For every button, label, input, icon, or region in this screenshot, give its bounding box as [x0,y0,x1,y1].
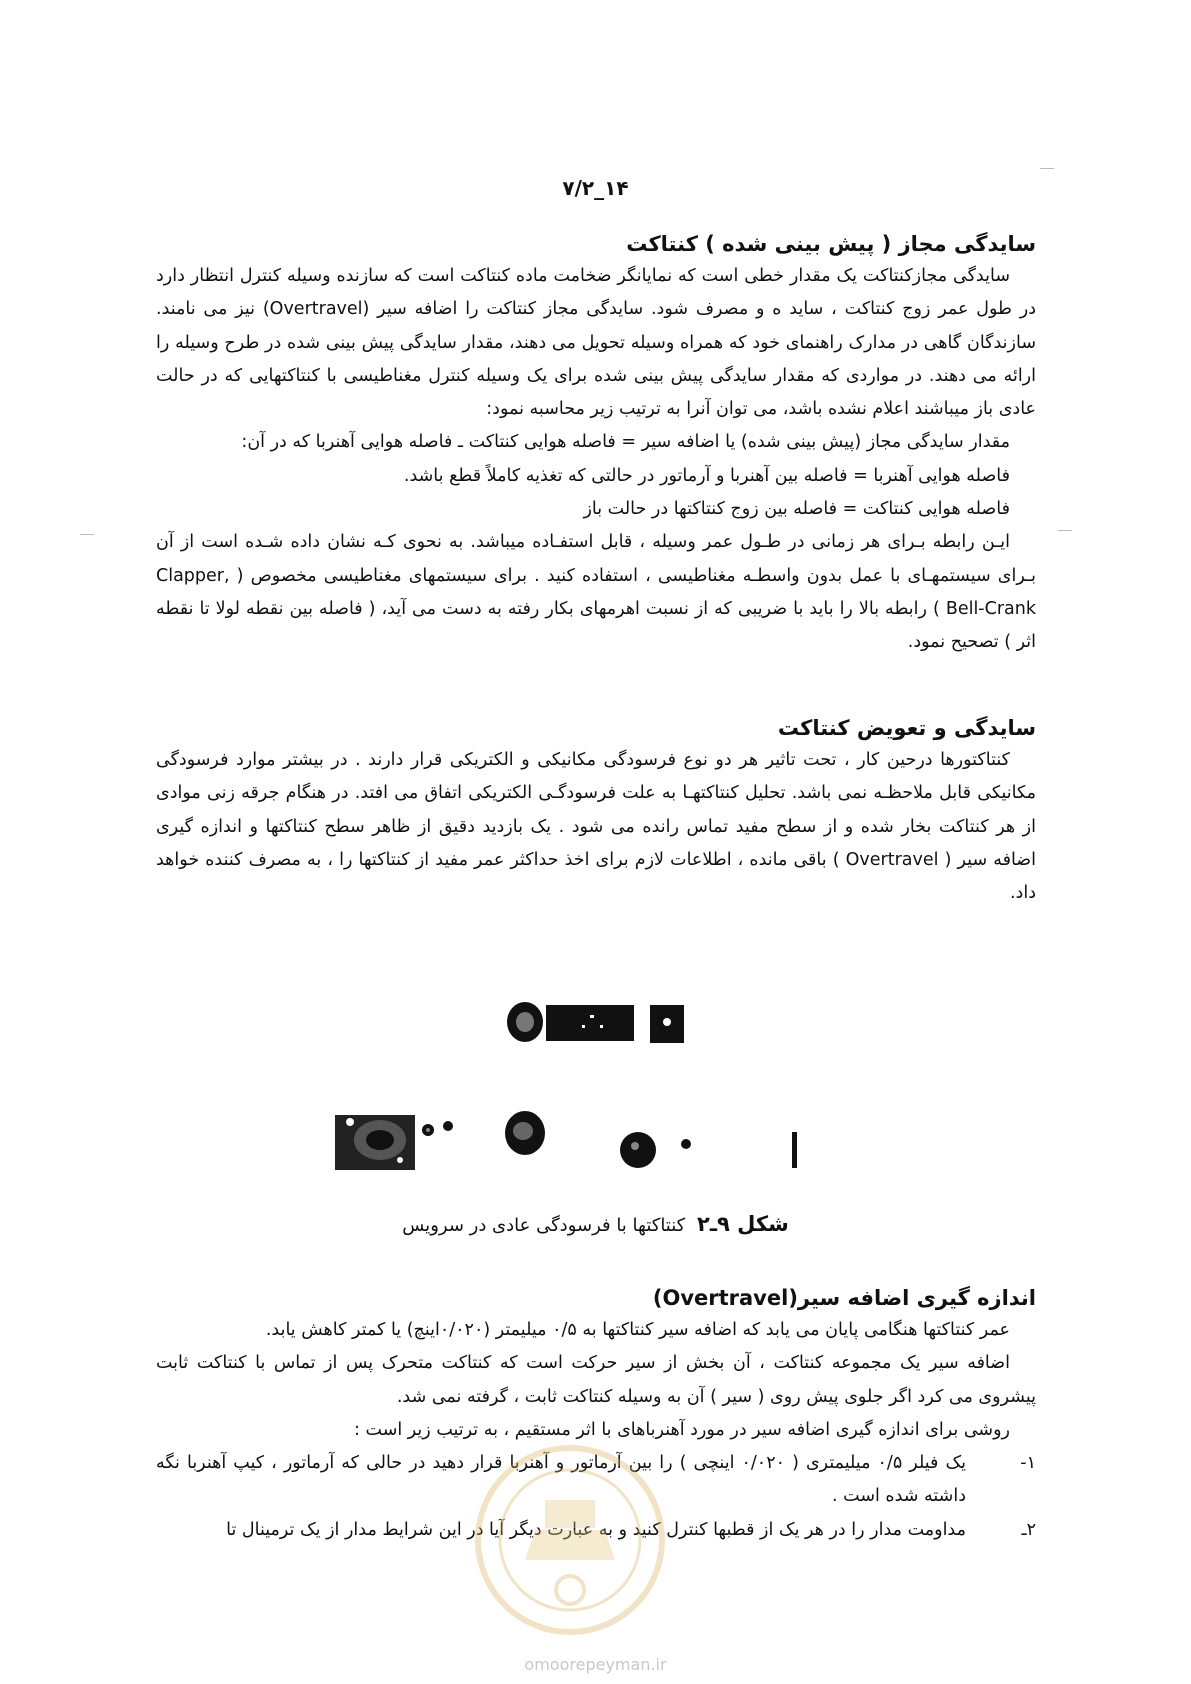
paragraph: ایـن رابطه بـرای هر زمانی در طـول عمر وسیله ، قابل استفـاده میباشد. به نحوی کـه نشان داده شـده است از آن بـرای سیستمهـای با عمل بدون واسطـه مغناطیسی ، استفاده کنید . برای سیستمهای مغناطیسی مخصوص ( Clapper, Bell-Crank ) رابطه بالا را باید با ضریبی که از نسبت اهرمهای بکار رفته به دست می آید، ( فاصله بین نقطه لولا تا نقطه اثر ) تصحیح نمود. [156,532,1036,653]
watermark-seal [470,1440,670,1640]
paragraph: سایدگی مجازکنتاکت یک مقدار خطی است که نمایانگر ضخامت ماده کنتاکت است که سازنده وسیله کنترل انتظار دارد در طول عمر زوج کنتاکت ، ساید ه و مصرف شود. سایدگی مجاز کنتاکت را اضافه سیر (Overtravel) نیز می نامند. سازندگان گاهی در مدارک راهنمای خود که همراه وسیله تحویل می دهند، مقدار سایدگی پیش بینی شده در طرح وسیله را ارائه می دهند. در مواردی که مقدار سایدگی پیش بینی شده برای یک وسیله کنترل مغناطیسی با کنتاکتهایی که در حالت عادی باز میباشند اعلام نشده باشد، می توان آنرا به ترتیب زیر محاسبه نمود: [156,266,1037,420]
formula-line: فاصله هوایی کنتاکت = فاصله بین زوج کنتاکتها در حالت باز [583,499,1010,520]
section-heading: سایدگی مجاز ( پیش بینی شده ) کنتاکت [626,232,1036,256]
page-number: ۷/۲_۱۴ [562,176,629,200]
site-watermark: omoorepeyman.ir [524,1655,667,1674]
contact-top-2 [546,1005,634,1041]
paragraph: کنتاکتورها درحین کار ، تحت تاثیر هر دو نوع فرسودگی مکانیکی و الکتریکی قرار دارند . در بیشتر موارد فرسودگی مکانیکی قابل ملاحظـه نمی باشد. تحلیل کنتاکتهـا به علت فرسودگـی الکتریکی اتفاق می افتد. در هنگام جرقه زنی موادی از هر کنتاکت بخار شده و از سطح مفید تماس رانده می شود . یک بازدید دقیق از ظاهر سطح کنتاکتها و اندازه گیری اضافه سیر ( Overtravel ) باقی مانده ، اطلاعات لازم برای اخذ حداکثر عمر مفید از کنتاکتها را ، به مصرف کننده خواهد داد. [156,750,1037,904]
list-text: مداومت مدار را در هر یک از قطبها کنترل کنید و به عبارت دیگر آیا در این شرایط مدار از یک ترمینال تا [226,1519,966,1540]
formula-line: مقدار سایدگی مجاز (پیش بینی شده) یا اضافه سیر = فاصله هوایی کنتاکت ـ فاصله هوایی آهنربا که در آن: [241,432,1010,453]
scan-mark [80,534,94,535]
contact-bottom-2 [505,1111,545,1155]
paragraph: عمر کنتاکتها هنگامی پایان می یابد که اضافه سیر کنتاکتها به ۰/۵ میلیمتر (۰/۰۲۰اینچ) یا کمتر کاهش یابد. [265,1320,1010,1340]
list-text: یک فیلر ۰/۵ میلیمتری ( ۰/۰۲۰ اینچی ) را بین آرماتور و آهنربا قرار دهید در حالی که آرماتور ، کیپ آهنربا نگه داشته شده است . [156,1453,966,1507]
figure-caption [0,1212,1191,1236]
scan-mark [1040,168,1054,169]
list-number: ۱- [1020,1453,1036,1474]
contact-bottom-3 [620,1132,656,1168]
section-wear-replacement [156,716,1036,910]
figure-caption-text: کنتاکتها با فرسودگی عادی در سرویس [402,1215,686,1236]
section-heading: اندازه گیری اضافه سیر(Overtravel) [652,1286,1036,1310]
section-allowable-wear [156,232,1036,660]
contact-bottom-5 [792,1132,797,1168]
figure-label: شکل ۹ـ۲ [696,1212,789,1236]
scan-mark [1058,530,1072,531]
formula-line: فاصله هوایی آهنربا = فاصله بین آهنربا و آرماتور در حالتی که تغذیه کاملاً قطع باشد. [403,465,1010,486]
contact-bottom-4 [681,1139,691,1149]
contacts-photo [320,1000,880,1180]
contact-top-3 [650,1005,684,1043]
paragraph: روشی برای اندازه گیری اضافه سیر در مورد آهنرباهای با اثر مستقیم ، به ترتیب زیر است : [354,1419,1010,1440]
contact-top-1 [507,1002,543,1042]
contact-worn-large [335,1115,453,1170]
paragraph: اضافه سیر یک مجموعه کنتاکت ، آن بخش از سیر حرکت است که کنتاکت متحرک پس از تماس با کنتاکت ثابت پیشروی می کرد اگر جلوی پیش روی ( سیر ) آن به وسیله کنتاکت ثابت ، گرفته نمی شد. [156,1353,1036,1407]
section-heading: سایدگی و تعویض کنتاکت [777,716,1036,740]
list-number: ۲ـ [1021,1519,1036,1540]
